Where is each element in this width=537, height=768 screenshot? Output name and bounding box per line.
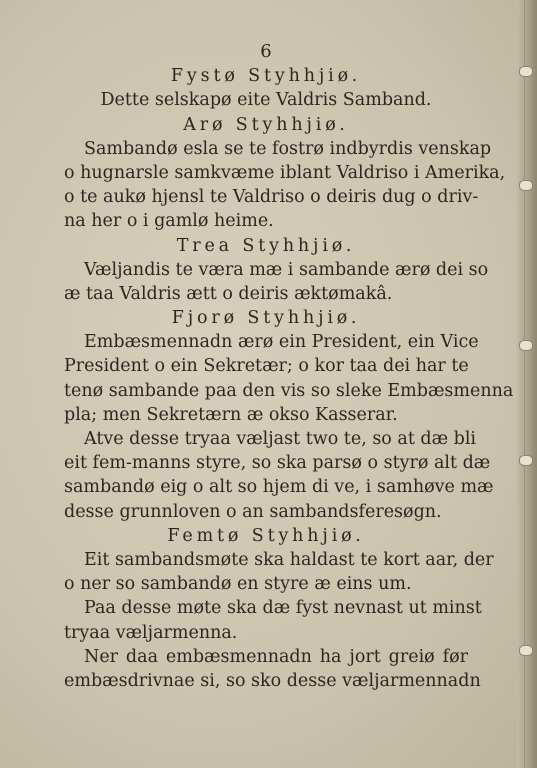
text-line: Atve desse tryaa væljast two te, so at dæ bli (84, 429, 477, 449)
text-line: desse grunnloven o an sambandsferesøgn. (64, 501, 442, 522)
text-line: sambandø eig o alt so hjem di ve, i samhøve mæ (64, 477, 494, 498)
binding-thread (519, 645, 533, 656)
binding-thread (519, 455, 533, 466)
text-line: Sambandø esla se te fostrø indbyrdis venskap (84, 138, 492, 159)
text-line: o ner so sambandø en styre æ eins um. (64, 574, 412, 595)
section-heading: Fystø Styhhjiø. (170, 66, 362, 87)
text-line: o hugnarsle samkvæme iblant Valdriso i Amerika, (64, 162, 506, 183)
text-line: eit fem-manns styre, so ska parsø o styrø alt dæ (64, 453, 491, 474)
text-line: embæsdrivnae si, so sko desse væljarmennadn (64, 670, 481, 691)
section-heading: Trea Styhhjiø. (176, 235, 356, 256)
text-line: Paa desse møte ska dæ fyst nevnast ut minst (84, 598, 482, 619)
binding-thread (519, 180, 533, 191)
text-line: o te aukø hjensl te Valdriso o deiris dug o driv- (64, 187, 479, 208)
binding-thread (519, 340, 533, 351)
page-text (64, 40, 514, 693)
text-line: Væljandis te væra mæ i sambande ærø dei so (84, 259, 489, 280)
section-heading: Femtø Styhhjiø. (167, 525, 365, 546)
text-line: æ taa Valdris ætt o deiris æktømakâ. (64, 283, 393, 304)
text-line: Eit sambandsmøte ska haldast te kort aar, der (84, 549, 494, 570)
section-heading: Arø Styhhjiø. (183, 114, 349, 135)
binding-thread (519, 66, 533, 77)
text-line: President o ein Sekretær; o kor taa dei har te (64, 356, 469, 377)
page-number: 6 (260, 41, 272, 62)
text-line: na her o i gamlø heime. (64, 211, 274, 232)
text-line: Dette selskapø eite Valdris Samband. (100, 90, 432, 111)
text-line: tryaa væljarmenna. (64, 622, 238, 643)
text-line: tenø sambande paa den vis so sleke Embæsmenna (64, 380, 514, 401)
section-heading: Fjorø Styhhjiø. (171, 308, 361, 329)
text-line: Ner daa embæsmennadn ha jort greiø før (84, 646, 468, 667)
text-line: Embæsmennadn ærø ein President, ein Vice (84, 332, 479, 353)
text-line: pla; men Sekretærn æ okso Kasserar. (64, 404, 398, 425)
